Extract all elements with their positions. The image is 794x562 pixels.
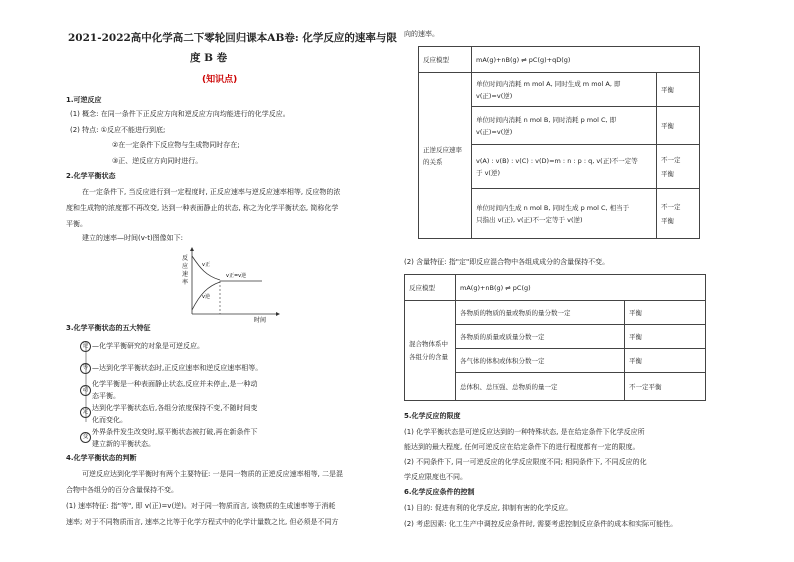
s4-para-line1: 可逆反应达到化学平衡时有两个主要特征: 一是同一物质的正逆反应速率相等, 二是混 [82,470,344,478]
graph-x-arrow [276,312,280,316]
feature-5-line1: 外界条件发生改变时,原平衡状态被打破,再在新条件下 [92,428,258,436]
table1-row2-desc: 单位时间内消耗 n mol B, 同时消耗 p mol C, 即 v(正)=v(逆) [472,107,657,145]
graph-ylabel-1: 反 [182,255,189,262]
s4-para-line5: 向的速率。 [404,30,439,38]
graph-v-forward-label: v正 [202,262,210,268]
s5-line3: (2) 不同条件下, 同一可逆反应的化学反应限度不同; 相同条件下, 不同反应的化 [404,458,647,466]
feature-mark-1: 逆 [80,341,91,352]
graph-y-arrow [190,247,194,251]
table2-row2-result: 平衡 [625,325,706,349]
content-relation-table [404,274,706,401]
section-1-heading: 1.可逆反应 [66,96,102,104]
table1-group-label: 正逆反应速率的关系 [419,73,472,239]
section-5-heading: 5.化学反应的限度 [404,412,461,420]
table2-model-value: mA(g)+nB(g) ⇌ pC(g) [456,275,706,301]
s4-para-line4: 速率; 对于不同物质而言, 速率之比等于化学方程式中的化学计量数之比, 但必须是不同方 [66,518,339,526]
section-6-heading: 6.化学反应条件的控制 [404,488,475,496]
section-4-heading: 4.化学平衡状态的判断 [66,454,137,462]
s6-line1: (1) 目的: 促进有利的化学反应, 抑制有害的化学反应。 [404,504,573,512]
table1-model-value: mA(g)+nB(g) ⇌ pC(g)+qD(g) [472,47,700,73]
feature-mark-2: 等 [80,363,91,374]
rate-relation-table [418,46,700,239]
table-row [405,301,706,325]
table2-group-label: 混合物体系中各组分的含量 [405,301,456,401]
feature-3-line2: 态平衡。 [92,392,120,400]
feature-mark-5: 变 [80,432,91,443]
s5-line1: (1) 化学平衡状态是可逆反应达到的一种特殊状态, 是在给定条件下化学反应所 [404,428,645,436]
table1-row2-result: 平衡 [657,107,700,145]
table2-model-row [405,275,706,301]
table1-row1-result: 平衡 [657,73,700,107]
s2-para-line2: 度和生成物的浓度都不再改变, 达到一种表面静止的状态, 称之为化学平衡状态, 简称化学 [66,204,339,212]
feature-mark-4: 定 [80,407,91,418]
graph-v-equal-label: v正=v逆 [226,273,247,279]
s4-para-line3: (1) 速率特征: 指"等", 即 v(正)=v(逆)。对于同一物质而言, 该物质的生成速率等于消耗 [66,502,336,510]
table1-row4-result: 不一定 平衡 [657,189,700,239]
feature-1-line1: —化学平衡研究的对象是可逆反应。 [92,342,204,350]
s1-line3: ②在一定条件下反应物与生成物同时存在; [112,141,240,149]
table2-model-label: 反应模型 [405,275,456,301]
section-2-heading: 2.化学平衡状态 [66,172,116,180]
s6-line2: (2) 考虑因素: 化工生产中调控反应条件时, 需要考虑控制反应条件的成本和实际可能性。 [404,520,678,528]
right-column [404,0,744,562]
table1-model-row [419,47,700,73]
document-subtitle: (知识点) [202,75,238,85]
graph-ylabel-4: 率 [182,279,189,286]
graph-caption: 建立的速率—时间(v-t)图像如下: [82,234,184,242]
s5-line2: 能达到的最大程度, 任何可逆反应在给定条件下的进行程度都有一定的限度。 [404,443,640,451]
document-title-line2: 度 B 卷 [190,52,228,64]
graph-ylabel-3: 速 [182,271,189,278]
graph-v-reverse-label: v逆 [202,294,210,300]
feature-4-line2: 化而变化。 [92,416,127,424]
table1-row3-desc: v(A) : v(B) : v(C) : v(D)=m : n : p : q, v(正)不一定等 于 v(逆) [472,145,657,189]
table1-model-label: 反应模型 [419,47,472,73]
document-title-line1: 2021-2022高中化学高二下零轮回归课本AB卷: 化学反应的速率与限 [68,32,397,44]
s4-content-feature: (2) 含量特征: 指"定"即反应混合物中各组成成分的含量保持不变。 [404,258,610,266]
table2-row3-result: 平衡 [625,349,706,373]
s2-para-line1: 在一定条件下, 当反应进行到一定程度时, 正反应速率与逆反应速率相等, 反应物的浓 [82,188,341,196]
feature-2-line1: —达到化学平衡状态时,正反应速率和逆反应速率相等。 [92,364,263,372]
graph-ylabel-2: 应 [182,263,189,270]
feature-3-line1: 化学平衡是一种表面静止状态,反应并未停止,是一种动 [92,380,258,388]
table-row [419,73,700,107]
section-3-heading: 3.化学平衡状态的五大特征 [66,324,151,332]
feature-4-line1: 达到化学平衡状态后,各组分浓度保持不变,不随时间变 [92,404,258,412]
table1-row3-result: 不一定 平衡 [657,145,700,189]
s1-line1: (1) 概念: 在同一条件下正反应方向和逆反应方向均能进行的化学反应。 [70,110,290,118]
table2-row1-result: 平衡 [625,301,706,325]
forward-rate-curve [192,256,220,280]
table1-row1-desc: 单位时间内消耗 m mol A, 同时生成 m mol A, 即 v(正)=v(逆) [472,73,657,107]
feature-mark-3: 动 [80,385,91,396]
table2-row2-desc: 各物质的质量或质量分数一定 [456,325,625,349]
graph-xlabel: 时间 [254,317,267,324]
table1-row4-desc: 单位时间内生成 n mol B, 同时生成 p mol C, 相当于 只指出 v(正), v(正)不一定等于 v(逆) [472,189,657,239]
s1-line4: ③正、逆反应方向同时进行。 [112,157,203,165]
feature-5-line2: 建立新的平衡状态。 [92,440,155,448]
s2-para-line3: 平衡。 [66,220,87,228]
table2-row4-result: 不一定平衡 [625,373,706,401]
table2-row4-desc: 总体积、总压强、总物质的量一定 [456,373,625,401]
table2-row1-desc: 各物质的物质的量或物质的量分数一定 [456,301,625,325]
s1-line2: (2) 特点: ①反应不能进行到底; [70,126,166,134]
s4-para-line2: 合物中各组分的百分含量保持不变。 [66,486,178,494]
s5-line4: 学反应限度也不同。 [404,473,467,481]
table2-row3-desc: 各气体的体积或体积分数一定 [456,349,625,373]
left-column [62,0,397,562]
rate-time-graph [180,246,280,324]
